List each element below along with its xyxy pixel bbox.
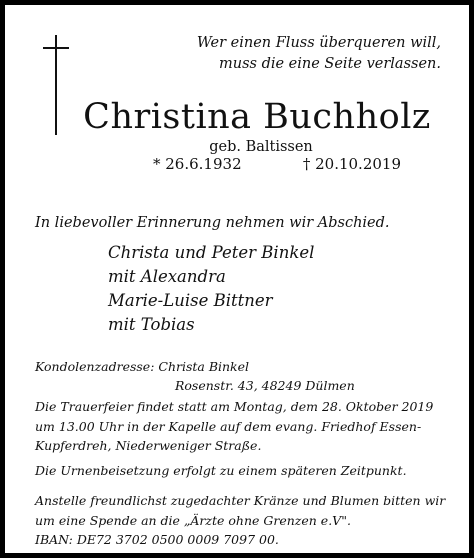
death-date: † 20.10.2019 <box>302 155 401 173</box>
donation-line: um eine Spende an die „Ärzte ohne Grenzen e.V". <box>35 512 351 528</box>
urn-line: Die Urnenbeisetzung erfolgt zu einem späteren Zeitpunkt. <box>35 463 407 478</box>
condolence-street: Rosenstr. 43, 48249 Dülmen <box>175 378 355 393</box>
condolence-address <box>35 357 355 395</box>
farewell-text: In liebevoller Erinnerung nehmen wir Abschied. <box>35 215 390 231</box>
quote <box>197 33 441 75</box>
donation-info <box>35 491 445 550</box>
funeral-line: um 13.00 Uhr in der Kapelle auf dem evang. Friedhof Essen- <box>35 418 422 434</box>
condolence-label: Kondolenzadresse: Christa Binkel <box>35 359 250 374</box>
mourners-list <box>108 241 314 337</box>
iban-line: IBAN: DE72 3702 0500 0009 7097 00. <box>35 532 279 547</box>
mourner-line: mit Tobias <box>108 315 195 334</box>
birth-date: * 26.6.1932 <box>153 155 242 173</box>
quote-line-2: muss die eine Seite verlassen. <box>218 56 441 72</box>
mourner-line: Marie-Luise Bittner <box>108 291 273 310</box>
mourner-line: Christa und Peter Binkel <box>108 243 315 262</box>
deceased-name: Christina Buchholz <box>83 97 431 137</box>
life-dates <box>153 155 401 173</box>
quote-line-1: Wer einen Fluss überqueren will, <box>196 35 441 51</box>
funeral-line: Die Trauerfeier findet statt am Montag, dem 28. Oktober 2019 <box>35 399 434 414</box>
donation-line: Anstelle freundlichst zugedachter Kränze und Blumen bitten wir <box>35 493 446 508</box>
funeral-info <box>35 397 433 456</box>
mourner-line: mit Alexandra <box>108 267 226 286</box>
funeral-line: Kupferdreh, Niederweniger Straße. <box>35 438 262 453</box>
cross-horizontal-bar <box>43 47 69 49</box>
urn-info <box>35 461 407 481</box>
maiden-name: geb. Baltissen <box>209 139 313 155</box>
